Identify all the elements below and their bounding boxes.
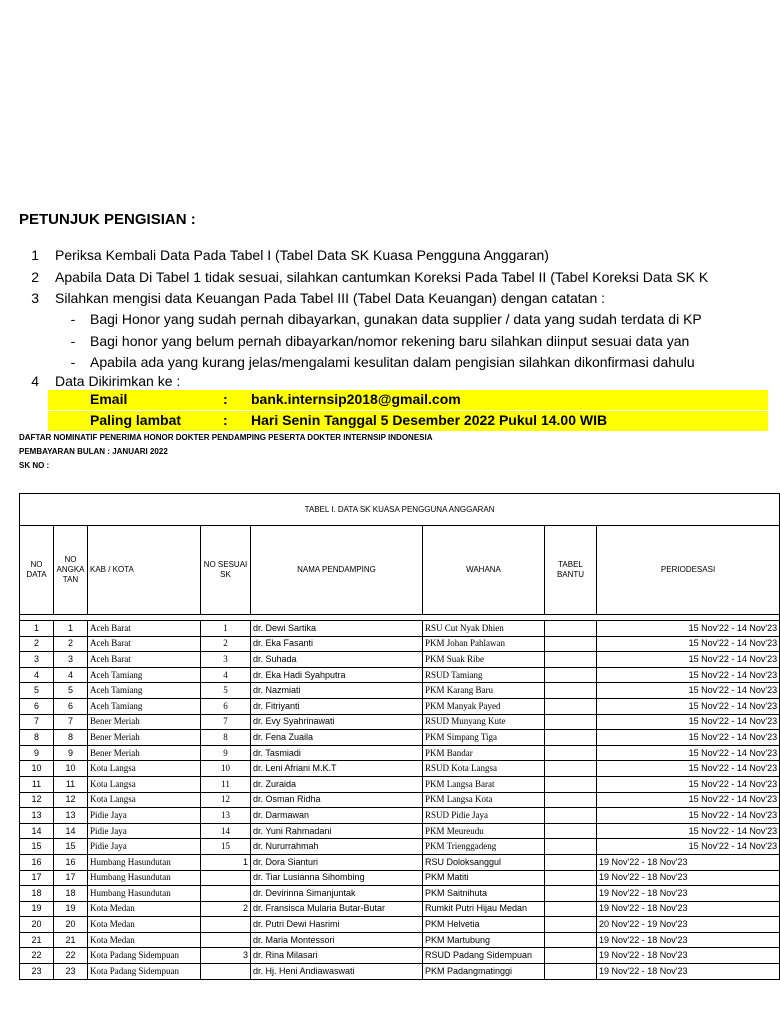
cell-no-sk: 10 [201, 761, 251, 777]
cell-no-data: 8 [20, 730, 54, 746]
cell-no-angkatan: 12 [54, 792, 88, 808]
cell-periodesasi: 19 Nov'22 - 18 Nov'23 [597, 886, 780, 902]
cell-no-angkatan: 11 [54, 776, 88, 792]
header-periodesasi: PERIODESASI [597, 526, 780, 615]
header-tabel-bantu: TABEL BANTU [545, 526, 597, 615]
cell-tabel-bantu [545, 730, 597, 746]
cell-no-data: 11 [20, 776, 54, 792]
cell-kab-kota: Aceh Barat [88, 621, 201, 637]
cell-wahana: RSUD Pidie Jaya [423, 808, 545, 824]
table-row [20, 948, 780, 964]
cell-nama-pendamping: dr. Devirinna Simanjuntak [251, 886, 423, 902]
cell-kab-kota: Bener Meriah [88, 714, 201, 730]
cell-tabel-bantu [545, 683, 597, 699]
cell-no-angkatan: 16 [54, 854, 88, 870]
bullet-text: Bagi honor yang belum pernah dibayarkan/nomor rekening baru silahkan diinput sesuai data yan [90, 333, 690, 349]
instruction-number: 1 [31, 247, 39, 263]
cell-no-data: 13 [20, 808, 54, 824]
cell-no-angkatan: 23 [54, 964, 88, 980]
header-no-data: NO DATA [20, 526, 54, 615]
cell-nama-pendamping: dr. Darmawan [251, 808, 423, 824]
cell-periodesasi: 15 Nov'22 - 14 Nov'23 [597, 698, 780, 714]
cell-nama-pendamping: dr. Leni Afriani M.K.T [251, 761, 423, 777]
cell-kab-kota: Kota Padang Sidempuan [88, 948, 201, 964]
bullet-dash: - [70, 333, 76, 349]
cell-no-sk: 3 [201, 652, 251, 668]
cell-no-sk: 6 [201, 698, 251, 714]
cell-no-angkatan: 5 [54, 683, 88, 699]
cell-no-sk: 5 [201, 683, 251, 699]
cell-tabel-bantu [545, 823, 597, 839]
sk-data-table-wrapper [19, 493, 778, 976]
cell-no-data: 17 [20, 870, 54, 886]
cell-no-sk: 1 [201, 621, 251, 637]
cell-no-sk [201, 964, 251, 980]
cell-wahana: PKM Saitnihuta [423, 886, 545, 902]
cell-kab-kota: Kota Langsa [88, 776, 201, 792]
cell-tabel-bantu [545, 808, 597, 824]
cell-periodesasi: 15 Nov'22 - 14 Nov'23 [597, 761, 780, 777]
cell-tabel-bantu [545, 854, 597, 870]
cell-tabel-bantu [545, 917, 597, 933]
bullet-dash: - [70, 354, 76, 370]
cell-nama-pendamping: dr. Zuraida [251, 776, 423, 792]
cell-periodesasi: 15 Nov'22 - 14 Nov'23 [597, 636, 780, 652]
cell-kab-kota: Kota Langsa [88, 792, 201, 808]
deadline-label: Paling lambat [90, 412, 182, 428]
table-row [20, 636, 780, 652]
cell-periodesasi: 15 Nov'22 - 14 Nov'23 [597, 839, 780, 855]
cell-periodesasi: 20 Nov'22 - 19 Nov'23 [597, 917, 780, 933]
cell-periodesasi: 19 Nov'22 - 18 Nov'23 [597, 964, 780, 980]
cell-kab-kota: Kota Medan [88, 901, 201, 917]
cell-wahana: PKM Karang Baru [423, 683, 545, 699]
cell-no-angkatan: 19 [54, 901, 88, 917]
cell-wahana: PKM Suak Ribe [423, 652, 545, 668]
cell-periodesasi: 19 Nov'22 - 18 Nov'23 [597, 870, 780, 886]
cell-nama-pendamping: dr. Osman Ridha [251, 792, 423, 808]
cell-no-angkatan: 3 [54, 652, 88, 668]
cell-no-angkatan: 21 [54, 932, 88, 948]
cell-no-data: 12 [20, 792, 54, 808]
cell-periodesasi: 19 Nov'22 - 18 Nov'23 [597, 901, 780, 917]
cell-kab-kota: Pidie Jaya [88, 808, 201, 824]
cell-periodesasi: 15 Nov'22 - 14 Nov'23 [597, 792, 780, 808]
cell-wahana: RSUD Tamiang [423, 667, 545, 683]
cell-tabel-bantu [545, 901, 597, 917]
cell-periodesasi: 15 Nov'22 - 14 Nov'23 [597, 714, 780, 730]
instructions-heading: PETUNJUK PENGISIAN : [19, 211, 196, 228]
cell-nama-pendamping: dr. Rina Milasari [251, 948, 423, 964]
cell-no-angkatan: 7 [54, 714, 88, 730]
instruction-text: Data Dikirimkan ke : [55, 373, 181, 389]
cell-no-sk: 4 [201, 667, 251, 683]
document-title: DAFTAR NOMINATIF PENERIMA HONOR DOKTER PENDAMPING PESERTA DOKTER INTERNSIP INDONESIA [19, 433, 433, 442]
cell-no-sk: 12 [201, 792, 251, 808]
cell-no-sk: 11 [201, 776, 251, 792]
cell-no-data: 14 [20, 823, 54, 839]
cell-kab-kota: Pidie Jaya [88, 839, 201, 855]
cell-no-data: 10 [20, 761, 54, 777]
cell-periodesasi: 19 Nov'22 - 18 Nov'23 [597, 932, 780, 948]
cell-no-sk: 13 [201, 808, 251, 824]
cell-nama-pendamping: dr. Evy Syahrinawati [251, 714, 423, 730]
cell-periodesasi: 19 Nov'22 - 18 Nov'23 [597, 854, 780, 870]
cell-no-sk [201, 886, 251, 902]
cell-no-angkatan: 17 [54, 870, 88, 886]
table-row [20, 683, 780, 699]
cell-kab-kota: Aceh Barat [88, 652, 201, 668]
cell-no-data: 6 [20, 698, 54, 714]
cell-wahana: PKM Padangmatinggi [423, 964, 545, 980]
cell-no-angkatan: 4 [54, 667, 88, 683]
cell-no-data: 9 [20, 745, 54, 761]
table-row [20, 761, 780, 777]
cell-no-data: 19 [20, 901, 54, 917]
cell-nama-pendamping: dr. Nururrahmah [251, 839, 423, 855]
table-row [20, 886, 780, 902]
cell-wahana: PKM Langsa Barat [423, 776, 545, 792]
cell-wahana: PKM Johan Pahlawan [423, 636, 545, 652]
cell-no-angkatan: 9 [54, 745, 88, 761]
cell-kab-kota: Bener Meriah [88, 730, 201, 746]
header-wahana: WAHANA [423, 526, 545, 615]
cell-wahana: RSU Cut Nyak Dhien [423, 621, 545, 637]
cell-no-angkatan: 8 [54, 730, 88, 746]
cell-no-sk: 15 [201, 839, 251, 855]
cell-tabel-bantu [545, 886, 597, 902]
instruction-number: 4 [31, 373, 39, 389]
cell-tabel-bantu [545, 870, 597, 886]
cell-wahana: PKM Helvetia [423, 917, 545, 933]
email-value: bank.internsip2018@gmail.com [251, 391, 461, 407]
cell-no-sk: 9 [201, 745, 251, 761]
cell-no-sk [201, 870, 251, 886]
cell-kab-kota: Aceh Tamiang [88, 698, 201, 714]
sk-data-table [19, 493, 780, 980]
header-kab-kota: KAB / KOTA [88, 526, 201, 615]
cell-wahana: Rumkit Putri Hijau Medan [423, 901, 545, 917]
cell-periodesasi: 15 Nov'22 - 14 Nov'23 [597, 667, 780, 683]
cell-nama-pendamping: dr. Eka Fasanti [251, 636, 423, 652]
cell-periodesasi: 15 Nov'22 - 14 Nov'23 [597, 823, 780, 839]
cell-no-sk: 1 [201, 854, 251, 870]
cell-kab-kota: Humbang Hasundutan [88, 870, 201, 886]
cell-no-angkatan: 22 [54, 948, 88, 964]
cell-no-data: 22 [20, 948, 54, 964]
cell-tabel-bantu [545, 792, 597, 808]
cell-no-data: 20 [20, 917, 54, 933]
header-no-angkatan: NO ANGKA TAN [54, 526, 88, 615]
header-no-sk: NO SESUAI SK [201, 526, 251, 615]
sk-number: SK NO : [19, 461, 50, 470]
cell-no-angkatan: 1 [54, 621, 88, 637]
cell-nama-pendamping: dr. Fitriyanti [251, 698, 423, 714]
cell-periodesasi: 19 Nov'22 - 18 Nov'23 [597, 948, 780, 964]
cell-no-sk [201, 917, 251, 933]
cell-tabel-bantu [545, 745, 597, 761]
cell-tabel-bantu [545, 714, 597, 730]
cell-no-angkatan: 15 [54, 839, 88, 855]
cell-no-data: 7 [20, 714, 54, 730]
cell-kab-kota: Aceh Barat [88, 636, 201, 652]
deadline-value: Hari Senin Tanggal 5 Desember 2022 Pukul 14.00 WIB [251, 412, 608, 428]
cell-tabel-bantu [545, 621, 597, 637]
cell-nama-pendamping: dr. Fena Zuaila [251, 730, 423, 746]
cell-periodesasi: 15 Nov'22 - 14 Nov'23 [597, 808, 780, 824]
cell-periodesasi: 15 Nov'22 - 14 Nov'23 [597, 730, 780, 746]
instruction-text: Silahkan mengisi data Keuangan Pada Tabel III (Tabel Data Keuangan) dengan catatan : [55, 290, 606, 306]
cell-no-data: 21 [20, 932, 54, 948]
cell-wahana: PKM Trienggadeng [423, 839, 545, 855]
cell-no-angkatan: 14 [54, 823, 88, 839]
table-row [20, 854, 780, 870]
cell-kab-kota: Kota Langsa [88, 761, 201, 777]
cell-no-sk: 8 [201, 730, 251, 746]
instruction-number: 2 [31, 269, 39, 285]
instruction-text: Periksa Kembali Data Pada Tabel I (Tabel Data SK Kuasa Pengguna Anggaran) [55, 247, 549, 263]
cell-wahana: PKM Bandar [423, 745, 545, 761]
cell-no-data: 1 [20, 621, 54, 637]
instruction-text: Apabila Data Di Tabel 1 tidak sesuai, silahkan cantumkan Koreksi Pada Tabel II (Tabel Koreksi Data SK K [55, 269, 709, 285]
table-row [20, 714, 780, 730]
cell-periodesasi: 15 Nov'22 - 14 Nov'23 [597, 776, 780, 792]
cell-no-data: 15 [20, 839, 54, 855]
table-row [20, 745, 780, 761]
cell-kab-kota: Kota Medan [88, 932, 201, 948]
cell-no-sk: 3 [201, 948, 251, 964]
cell-kab-kota: Aceh Tamiang [88, 683, 201, 699]
cell-periodesasi: 15 Nov'22 - 14 Nov'23 [597, 745, 780, 761]
table-row [20, 870, 780, 886]
cell-no-angkatan: 13 [54, 808, 88, 824]
cell-nama-pendamping: dr. Maria Montessori [251, 932, 423, 948]
cell-no-data: 5 [20, 683, 54, 699]
cell-tabel-bantu [545, 636, 597, 652]
cell-tabel-bantu [545, 948, 597, 964]
bullet-text: Bagi Honor yang sudah pernah dibayarkan, gunakan data supplier / data yang sudah terdata di KP [90, 311, 702, 327]
cell-no-angkatan: 6 [54, 698, 88, 714]
email-colon: : [223, 391, 228, 407]
cell-wahana: PKM Manyak Payed [423, 698, 545, 714]
cell-tabel-bantu [545, 761, 597, 777]
cell-periodesasi: 15 Nov'22 - 14 Nov'23 [597, 621, 780, 637]
cell-kab-kota: Kota Medan [88, 917, 201, 933]
cell-no-sk: 14 [201, 823, 251, 839]
table-row [20, 667, 780, 683]
cell-no-data: 16 [20, 854, 54, 870]
cell-tabel-bantu [545, 698, 597, 714]
cell-no-angkatan: 10 [54, 761, 88, 777]
table-body [20, 621, 780, 980]
cell-no-data: 2 [20, 636, 54, 652]
cell-nama-pendamping: dr. Tiar Lusianna Sihombing [251, 870, 423, 886]
table-row [20, 839, 780, 855]
cell-kab-kota: Humbang Hasundutan [88, 886, 201, 902]
cell-no-data: 18 [20, 886, 54, 902]
table-row [20, 964, 780, 980]
table-row [20, 621, 780, 637]
cell-tabel-bantu [545, 964, 597, 980]
table-row [20, 932, 780, 948]
cell-nama-pendamping: dr. Tasmiadi [251, 745, 423, 761]
cell-nama-pendamping: dr. Dewi Sartika [251, 621, 423, 637]
email-label: Email [90, 391, 128, 407]
table-row [20, 792, 780, 808]
cell-wahana: RSUD Kota Langsa [423, 761, 545, 777]
cell-no-angkatan: 18 [54, 886, 88, 902]
cell-nama-pendamping: dr. Eka Hadi Syahputra [251, 667, 423, 683]
table-row [20, 901, 780, 917]
deadline-colon: : [223, 412, 228, 428]
cell-kab-kota: Kota Padang Sidempuan [88, 964, 201, 980]
cell-wahana: PKM Martubung [423, 932, 545, 948]
table-row [20, 808, 780, 824]
cell-kab-kota: Humbang Hasundutan [88, 854, 201, 870]
cell-tabel-bantu [545, 839, 597, 855]
cell-no-sk: 2 [201, 901, 251, 917]
cell-no-angkatan: 20 [54, 917, 88, 933]
cell-kab-kota: Bener Meriah [88, 745, 201, 761]
cell-tabel-bantu [545, 776, 597, 792]
table-row [20, 698, 780, 714]
table-row [20, 652, 780, 668]
bullet-text: Apabila ada yang kurang jelas/mengalami kesulitan dalam pengisian silahkan dikonfirmasi dahulu [90, 354, 695, 370]
cell-kab-kota: Pidie Jaya [88, 823, 201, 839]
cell-wahana: RSUD Munyang Kute [423, 714, 545, 730]
table-title: TABEL I. DATA SK KUASA PENGGUNA ANGGARAN [20, 494, 780, 526]
cell-nama-pendamping: dr. Fransisca Mularia Butar-Butar [251, 901, 423, 917]
cell-nama-pendamping: dr. Nazmiati [251, 683, 423, 699]
cell-wahana: PKM Matiti [423, 870, 545, 886]
cell-nama-pendamping: dr. Dora Sianturi [251, 854, 423, 870]
cell-nama-pendamping: dr. Hj. Heni Andiawaswati [251, 964, 423, 980]
cell-wahana: RSU Doloksanggul [423, 854, 545, 870]
table-row [20, 730, 780, 746]
cell-periodesasi: 15 Nov'22 - 14 Nov'23 [597, 652, 780, 668]
cell-wahana: RSUD Padang Sidempuan [423, 948, 545, 964]
cell-tabel-bantu [545, 667, 597, 683]
cell-tabel-bantu [545, 652, 597, 668]
cell-wahana: PKM Langsa Kota [423, 792, 545, 808]
cell-no-angkatan: 2 [54, 636, 88, 652]
cell-no-data: 3 [20, 652, 54, 668]
cell-no-sk: 7 [201, 714, 251, 730]
cell-nama-pendamping: dr. Suhada [251, 652, 423, 668]
payment-month: PEMBAYARAN BULAN : JANUARI 2022 [19, 447, 168, 456]
cell-kab-kota: Aceh Tamiang [88, 667, 201, 683]
cell-periodesasi: 15 Nov'22 - 14 Nov'23 [597, 683, 780, 699]
table-row [20, 776, 780, 792]
cell-no-data: 4 [20, 667, 54, 683]
cell-tabel-bantu [545, 932, 597, 948]
header-nama-pendamping: NAMA PENDAMPING [251, 526, 423, 615]
cell-no-sk [201, 932, 251, 948]
instruction-number: 3 [31, 290, 39, 306]
cell-no-data: 23 [20, 964, 54, 980]
cell-wahana: PKM Simpang Tiga [423, 730, 545, 746]
table-row [20, 917, 780, 933]
cell-nama-pendamping: dr. Yuni Rahmadani [251, 823, 423, 839]
bullet-dash: - [70, 311, 76, 327]
table-row [20, 823, 780, 839]
cell-no-sk: 2 [201, 636, 251, 652]
cell-wahana: PKM Meureudu [423, 823, 545, 839]
cell-nama-pendamping: dr. Putri Dewi Hasrimi [251, 917, 423, 933]
